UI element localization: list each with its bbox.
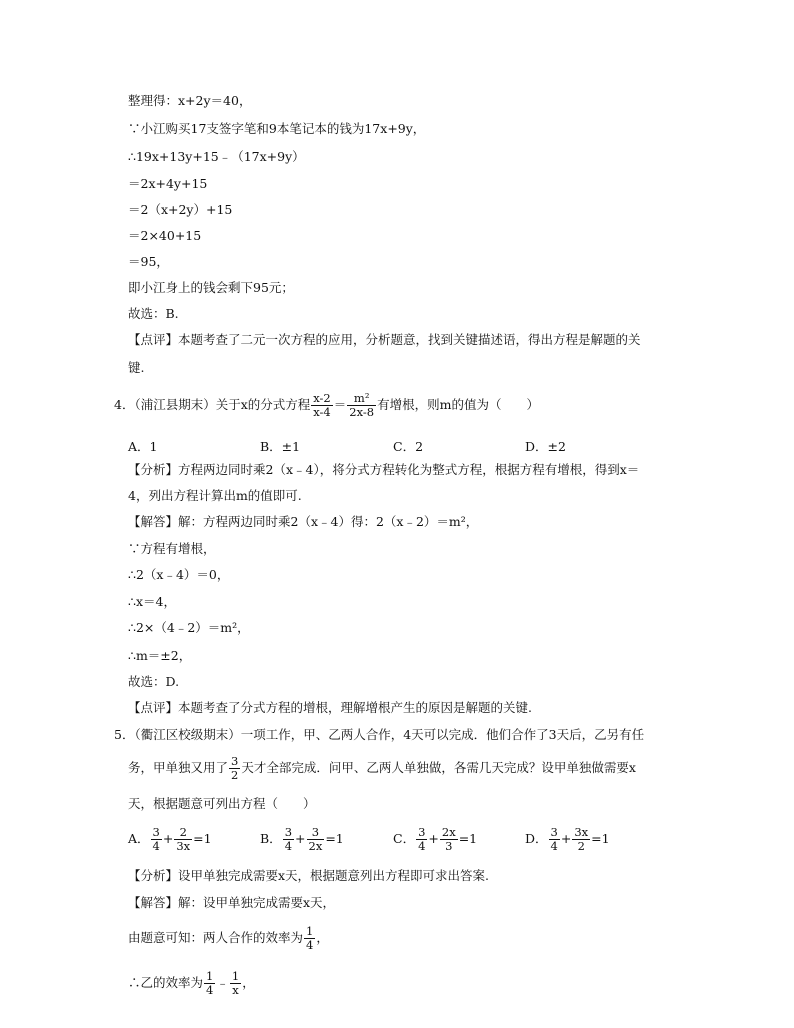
option-c: C．2 [393,439,424,454]
option-d [525,826,610,853]
option-label: D． [525,831,548,846]
fraction [572,826,590,853]
text-line: 即小江身上的钱会剩下95元； [128,280,294,295]
solution-line [128,970,255,997]
option-b: B．±1 [260,439,301,454]
solution-line: 【解答】解：方程两边同时乘2（x﹣4）得：2（x﹣2）＝m²， [128,514,479,529]
text-line: ＝2（x+2y）+15 [128,202,233,217]
plus-sign: + [162,831,174,846]
solution-line: ∵方程有增根， [128,541,216,556]
denominator: 3 [445,839,453,853]
fraction [229,755,240,782]
denominator: x-4 [313,405,331,419]
numerator: 3 [231,754,239,768]
numerator: 3 [550,825,558,839]
solution-line [128,925,329,952]
analysis-text: 【分析】设甲单独完成需要x天，根据题意列出方程即可求出答案. [128,868,490,883]
numerator: 3 [307,826,325,840]
equals-sign: ＝ [333,397,347,412]
solution-line: ∴2（x﹣4）＝0， [128,567,230,582]
numerator: m² [347,392,376,406]
question-5-stem: 5．（衢江区校级期末）一项工作，甲、乙两人合作，4天可以完成．他们合作了3天后，乙另有任 [114,727,645,742]
option-b [260,826,344,853]
text-line: ∴19x+13y+15﹣（17x+9y） [128,149,305,164]
solution-line: ∴2×（4﹣2）＝m²， [128,620,250,635]
text-line: 整理得：x+2y＝40， [128,93,252,108]
denominator: 2 [577,839,585,853]
text-line: ＝2x+4y+15 [128,176,208,191]
solution-text: ∴乙的效率为 [128,975,204,990]
stem-text: 4．（浦江县期末）关于x的分式方程 [114,397,311,412]
numerator: 2x [441,825,456,839]
fraction [174,826,192,853]
option-label: C． [393,831,416,846]
numerator: 2 [174,826,192,840]
fraction [307,826,325,853]
solution-line: 故选：D. [128,674,180,689]
equals-one: =1 [325,831,344,846]
denominator: 4 [284,839,293,853]
fraction [230,970,241,997]
denominator: 4 [206,983,214,997]
numerator: 3 [418,825,426,839]
option-d: D．±2 [525,439,566,454]
equals-one: =1 [193,831,212,846]
denominator: 2x-8 [349,405,375,419]
plus-sign: + [428,831,439,846]
solution-text: ， [316,930,329,945]
fraction [311,392,333,419]
text-line: ＝2×40+15 [128,228,202,243]
solution-text: 由题意可知：两人合作的效率为 [128,930,304,945]
option-label: A． [128,831,150,846]
fraction [416,826,427,853]
option-c [393,826,477,853]
numerator: 1 [206,969,214,983]
fraction [204,970,215,997]
solution-text: ， [242,975,255,990]
fraction [283,826,294,853]
equals-one: =1 [591,831,610,846]
stem-text: 有增根，则m的值为（ ） [377,397,539,412]
numerator: 3 [152,825,160,839]
equals-one: =1 [458,831,478,846]
analysis-text: 4，列出方程计算出m的值即可. [128,488,302,503]
question-5-stem [128,755,636,782]
numerator: x-2 [313,391,331,405]
comment-text: 【点评】本题考查了分式方程的增根，理解增根产生的原因是解题的关键. [128,700,532,715]
question-4-stem [114,392,539,419]
comment-text: 键. [128,360,145,375]
minus-sign: ﹣ [216,975,229,990]
denominator: 4 [152,839,160,853]
solution-line: ∴x＝4， [128,594,176,609]
option-label: B． [260,831,282,846]
denominator: 4 [418,839,426,853]
solution-line: 【解答】解：设甲单独完成需要x天， [128,895,336,910]
text-line: ＝95， [128,254,169,269]
denominator: 2x [308,839,323,853]
solution-line: ∴m＝±2， [128,648,192,663]
numerator: 1 [231,969,240,983]
fraction [304,925,315,952]
numerator: 3 [284,825,293,839]
option-a: A．1 [128,439,158,454]
numerator: 3x [574,825,589,839]
denominator: 4 [306,938,314,952]
option-a [128,826,212,853]
denominator: 4 [550,839,558,853]
denominator: x [232,983,239,997]
stem-text: 天才全部完成．问甲、乙两人单独做，各需几天完成？设甲单独做需要x [241,760,636,775]
text-line: 故选：B. [128,306,179,321]
denominator: 3x [176,839,191,853]
question-5-stem: 天，根据题意可列出方程（ ） [128,796,316,811]
text-line: ∵小江购买17支签字笔和9本笔记本的钱为17x+9y， [128,121,426,136]
plus-sign: + [560,831,572,846]
fraction [549,826,560,853]
fraction [347,392,376,419]
stem-text: 务，甲单独又用了 [128,760,229,775]
fraction [151,826,162,853]
numerator: 1 [306,924,314,938]
fraction [440,826,458,853]
comment-text: 【点评】本题考查了二元一次方程的应用，分析题意，找到关键描述语，得出方程是解题的关 [128,332,641,347]
denominator: 2 [231,768,239,782]
analysis-text: 【分析】方程两边同时乘2（x﹣4），将分式方程转化为整式方程，根据方程有增根，得到x＝ [128,462,640,477]
plus-sign: + [295,831,306,846]
